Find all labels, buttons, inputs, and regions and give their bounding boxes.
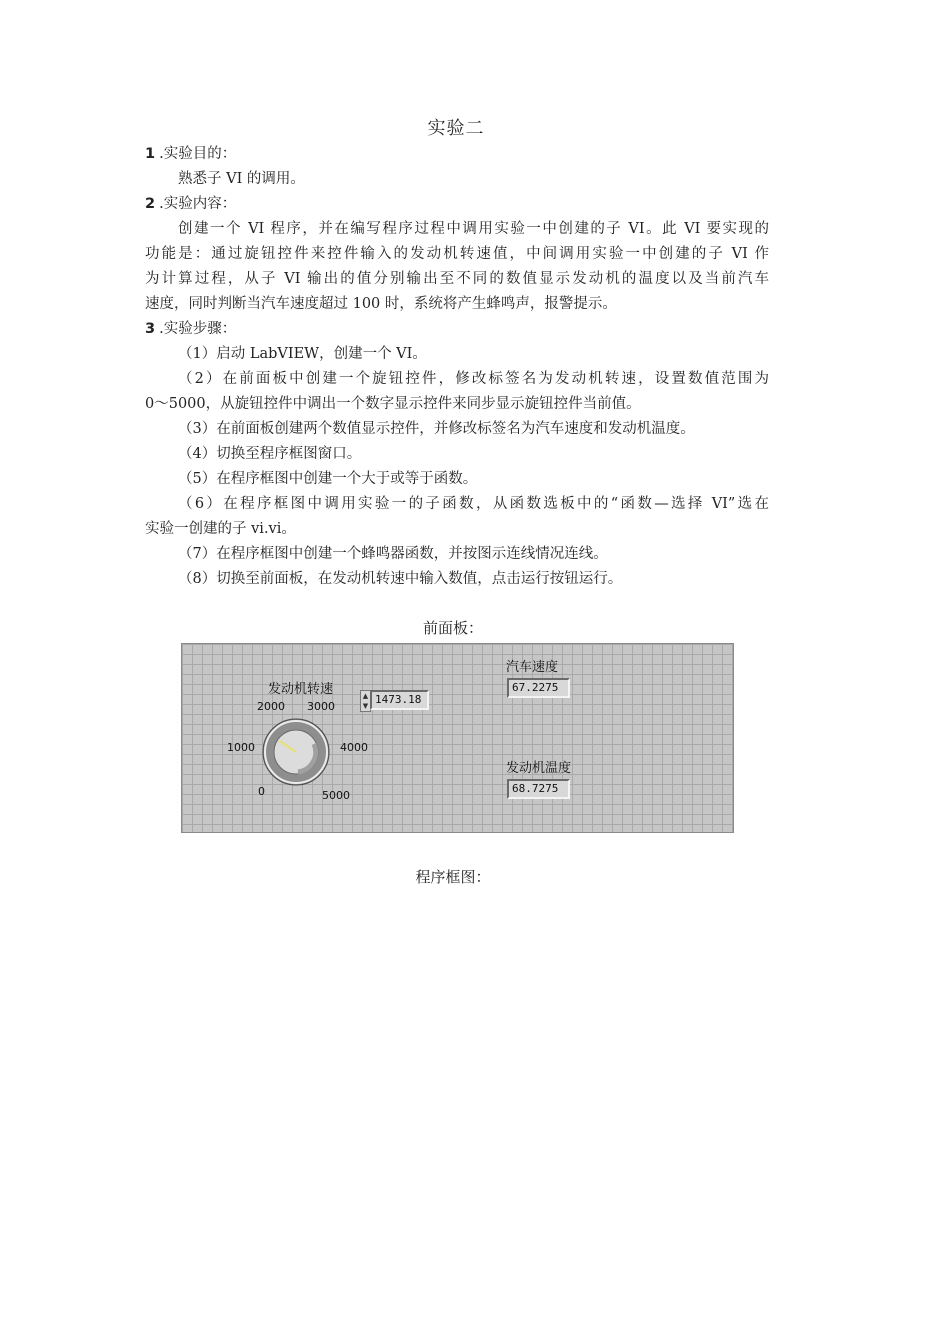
knob-tick-label: 1000 <box>227 741 255 754</box>
step-item: （7）在程序框图中创建一个蜂鸣器函数，并按图示连线情况连线。 <box>178 546 608 562</box>
section-3-number: 3 <box>145 321 156 337</box>
knob-tick-label: 4000 <box>340 741 368 754</box>
document-title: 实验二 <box>427 118 485 139</box>
knob-tick-label: 3000 <box>307 700 335 713</box>
section-2-heading: 2 .实验内容： <box>145 196 237 212</box>
step-item: （6）在程序框图中调用实验一的子函数，从函数选板中的“函数—选择 VI”选在 <box>178 496 769 512</box>
section-2-line: 功能是：通过旋钮控件来控件输入的发动机转速值，中间调用实验一中创建的子 VI 作 <box>145 246 769 262</box>
section-1-heading: 1 .实验目的： <box>145 146 237 162</box>
speed-indicator: 67.2275 <box>507 678 570 698</box>
knob-value-display[interactable]: 1473.18 <box>370 690 429 710</box>
section-3-heading: 3 .实验步骤： <box>145 321 237 337</box>
step-item: （8）切换至前面板，在发动机转速中输入数值，点击运行按钮运行。 <box>178 571 623 587</box>
speed-label: 汽车速度 <box>506 660 559 675</box>
step-item: （5）在程序框图中创建一个大于或等于函数。 <box>178 471 478 487</box>
step-item: （2）在前面板中创建一个旋钮控件，修改标签名为发动机转速，设置数值范围为 <box>178 371 769 387</box>
step-item: （1）启动 LabVIEW，创建一个 VI。 <box>178 346 427 362</box>
front-panel-caption: 前面板： <box>422 619 483 637</box>
block-diagram-caption: 程序框图： <box>415 868 491 886</box>
temp-indicator: 68.7275 <box>507 779 570 799</box>
section-2-number: 2 <box>145 196 156 212</box>
engine-speed-knob[interactable] <box>258 714 334 790</box>
spinner-down-icon[interactable]: ▼ <box>362 702 369 710</box>
knob-tick-label: 0 <box>258 785 265 798</box>
step-item: （4）切换至程序框图窗口。 <box>178 446 362 462</box>
document-body <box>145 142 769 592</box>
knob-tick-label: 2000 <box>257 700 285 713</box>
section-1-text: 熟悉子 VI 的调用。 <box>178 171 305 187</box>
step-item: 实验一创建的子 vi.vi。 <box>145 521 296 537</box>
section-2-line: 为计算过程，从子 VI 输出的值分别输出至不同的数值显示发动机的温度以及当前汽车 <box>145 271 769 287</box>
knob-label: 发动机转速 <box>268 682 334 697</box>
section-2-line: 速度，同时判断当汽车速度超过 100 时，系统将产生蜂鸣声，报警提示。 <box>145 296 617 312</box>
section-1-number: 1 <box>145 146 156 162</box>
step-item: （3）在前面板创建两个数值显示控件，并修改标签名为汽车速度和发动机温度。 <box>178 421 695 437</box>
spinner-up-icon[interactable]: ▲ <box>362 692 369 700</box>
labview-front-panel <box>181 643 734 833</box>
section-2-line: 创建一个 VI 程序，并在编写程序过程中调用实验一中创建的子 VI。此 VI 要实现的 <box>178 221 769 237</box>
step-item: 0～5000，从旋钮控件中调出一个数字显示控件来同步显示旋钮控件当前值。 <box>145 396 641 412</box>
temp-label: 发动机温度 <box>506 761 572 776</box>
knob-tick-label: 5000 <box>322 789 350 802</box>
